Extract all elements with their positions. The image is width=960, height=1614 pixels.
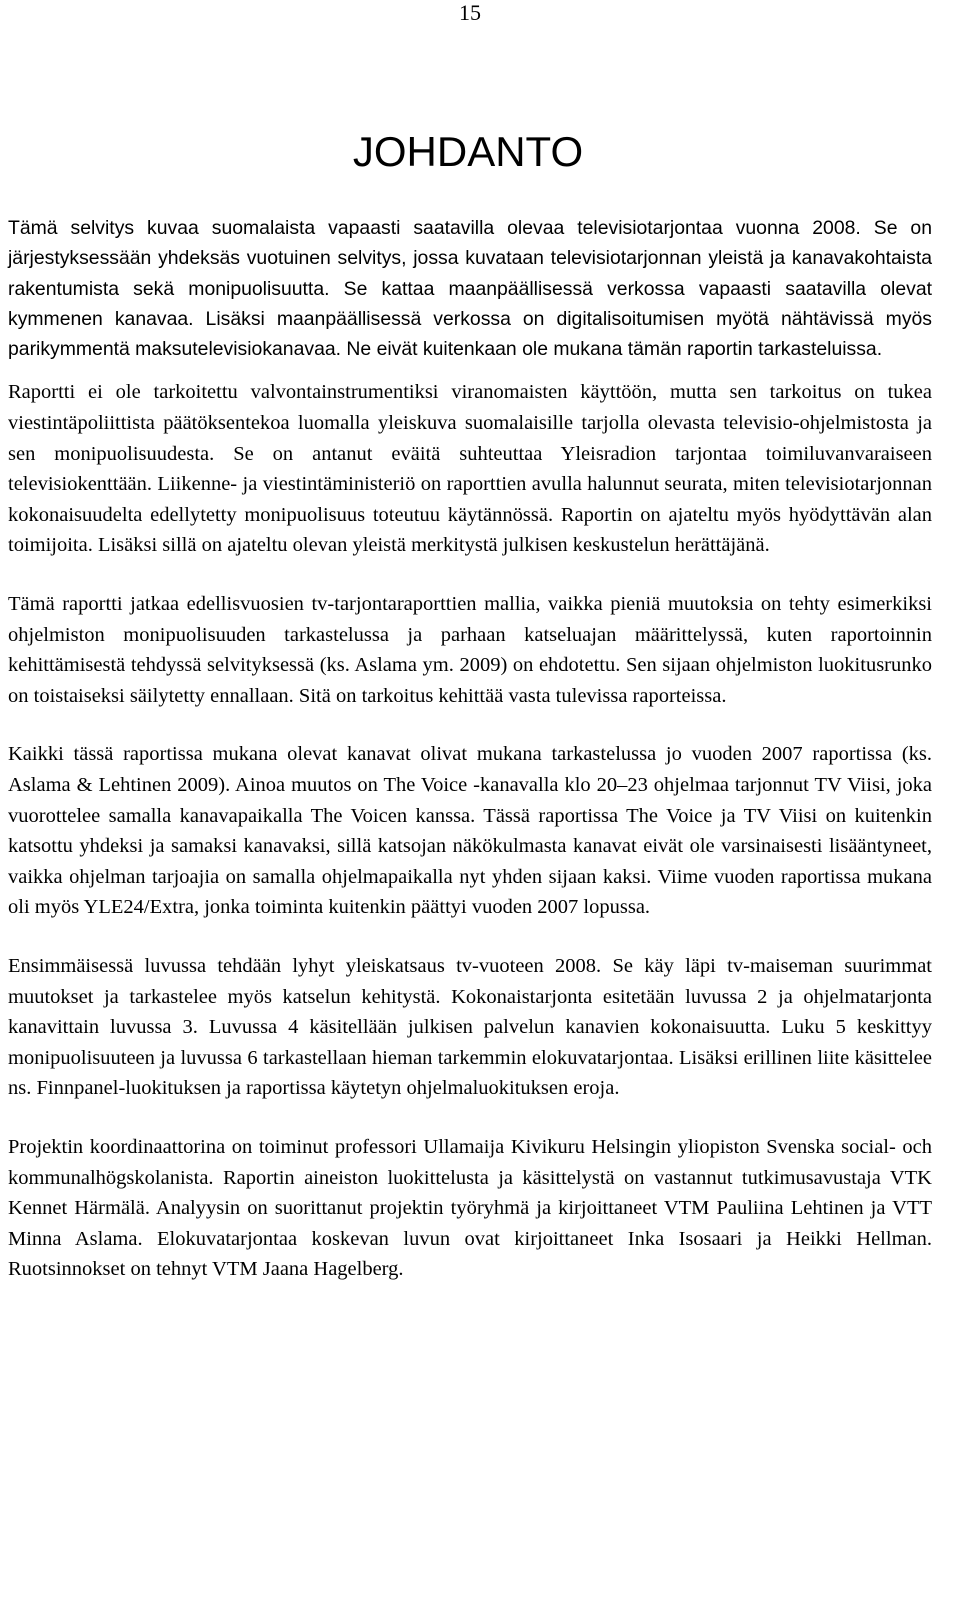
paragraph-chapters: Ensimmäisessä luvussa tehdään lyhyt yleiskatsaus tv-vuoteen 2008. Se käy läpi tv-maiseman suurimmat muutokset ja tarkastelee myös katselun kehitystä. Kokonaistarjonta esitetään luvussa 2 ja ohjelmatarjonta kanavittain luvussa 3. Luvussa 4 käsitellään julkisen palvelun kanavien kokonaisuutta. Luku 5 keskittyy monipuolisuuteen ja luvussa 6 tarkastellaan hieman tarkemmin elokuvatarjontaa. Lisäksi erillinen liite käsittelee ns. Finnpanel-luokituksen ja raportissa käytetyn ohjelmaluokituksen eroja. (8, 954, 932, 1100)
paragraph-channels: Kaikki tässä raportissa mukana olevat kanavat olivat mukana tarkastelussa jo vuoden 2007 raportissa (ks. Aslama & Lehtinen 2009). Ainoa muutos on The Voice -kanavalla klo 20–23 ohjelmaa tarjonnut TV Viisi, joka vuorottelee samalla kanavapaikalla The Voicen kanssa. Tässä raportissa The Voice ja TV Viisi on kuitenkin katsottu yhdeksi ja samaksi kanavaksi, sillä katsojan näkökulmasta kanavat eivät ole varsinaisesti lisääntyneet, vaikka ohjelman tarjoajia on samalla ohjelmapaikalla nyt yhden sijaan kaksi. Viime vuoden raportissa mukana oli myös YLE24/Extra, jonka toiminta kuitenkin päättyi vuoden 2007 lopussa. (8, 743, 932, 919)
page-title: JOHDANTO (352, 128, 584, 175)
body-text (8, 213, 932, 1313)
paragraph-changes: Tämä raportti jatkaa edellisvuosien tv-tarjontaraporttien mallia, vaikka pieniä muutoksia on tehty esimerkiksi ohjelmiston monipuolisuuden tarkastelussa ja parhaan katseluajan määrittelyssä, kuten raportoinnin kehittämisestä tehdyssä selvityksessä (ks. Aslama ym. 2009) on ehdotettu. Sen sijaan ohjelmiston luokitusrunko on toistaiseksi säilytetty ennallaan. Sitä on tarkoitus kehittää vasta tulevissa raporteissa. (8, 593, 932, 707)
paragraph-purpose: Raportti ei ole tarkoitettu valvontainstrumentiksi viranomaisten käyttöön, mutta sen tarkoitus on tukea viestintäpoliittista päätöksentekoa luomalla yleiskuva suomalaisille tarjolla olevasta televisio-ohjelmistosta ja sen monipuolisuudesta. Se on antanut eväitä suhteuttaa Yleisradion tarjontaa toimiluvanvaraiseen televisiokenttään. Liikenne- ja viestintäministeriö on raporttien avulla halunnut seurata, miten televisiotarjonnan kokonaisuudelta edellytetty monipuolisuus toteutuu käytännössä. Raportin on ajateltu myös hyödyttävän alan toimijoita. Lisäksi sillä on ajateltu olevan yleistä merkitystä julkisen keskustelun herättäjänä. (8, 381, 932, 557)
page-number: 15 (459, 0, 481, 25)
paragraph-intro: Tämä selvitys kuvaa suomalaista vapaasti saatavilla olevaa televisiotarjontaa vuonna 2008. Se on järjestyksessään yhdeksäs vuotuinen selvitys, jossa kuvataan televisiotarjonnan yleistä ja kanavakohtaista rakentumista sekä monipuolisuutta. Se kattaa maanpäällisessä verkossa vapaasti saatavilla olevat kymmenen kanavaa. Lisäksi maanpäällisessä verkossa on digitalisoitumisen myötä nähtävissä myös parikymmentä maksutelevisiokanavaa. Ne eivät kuitenkaan ole mukana tämän raportin tarkasteluissa. (8, 217, 932, 361)
paragraph-credits: Projektin koordinaattorina on toiminut professori Ullamaija Kivikuru Helsingin yliopiston Svenska social- och kommunalhögskolanista. Raportin aineiston luokittelusta ja käsittelystä on vastannut tutkimusavustaja VTK Kennet Härmälä. Analyysin on suorittanut projektin työryhmä ja kirjoittaneet VTM Pauliina Lehtinen ja VTT Minna Aslama. Elokuvatarjontaa koskevan luvun ovat kirjoittaneet Inka Isosaari ja Heikki Hellman. Ruotsinnokset on tehnyt VTM Jaana Hagelberg. (8, 1135, 932, 1281)
